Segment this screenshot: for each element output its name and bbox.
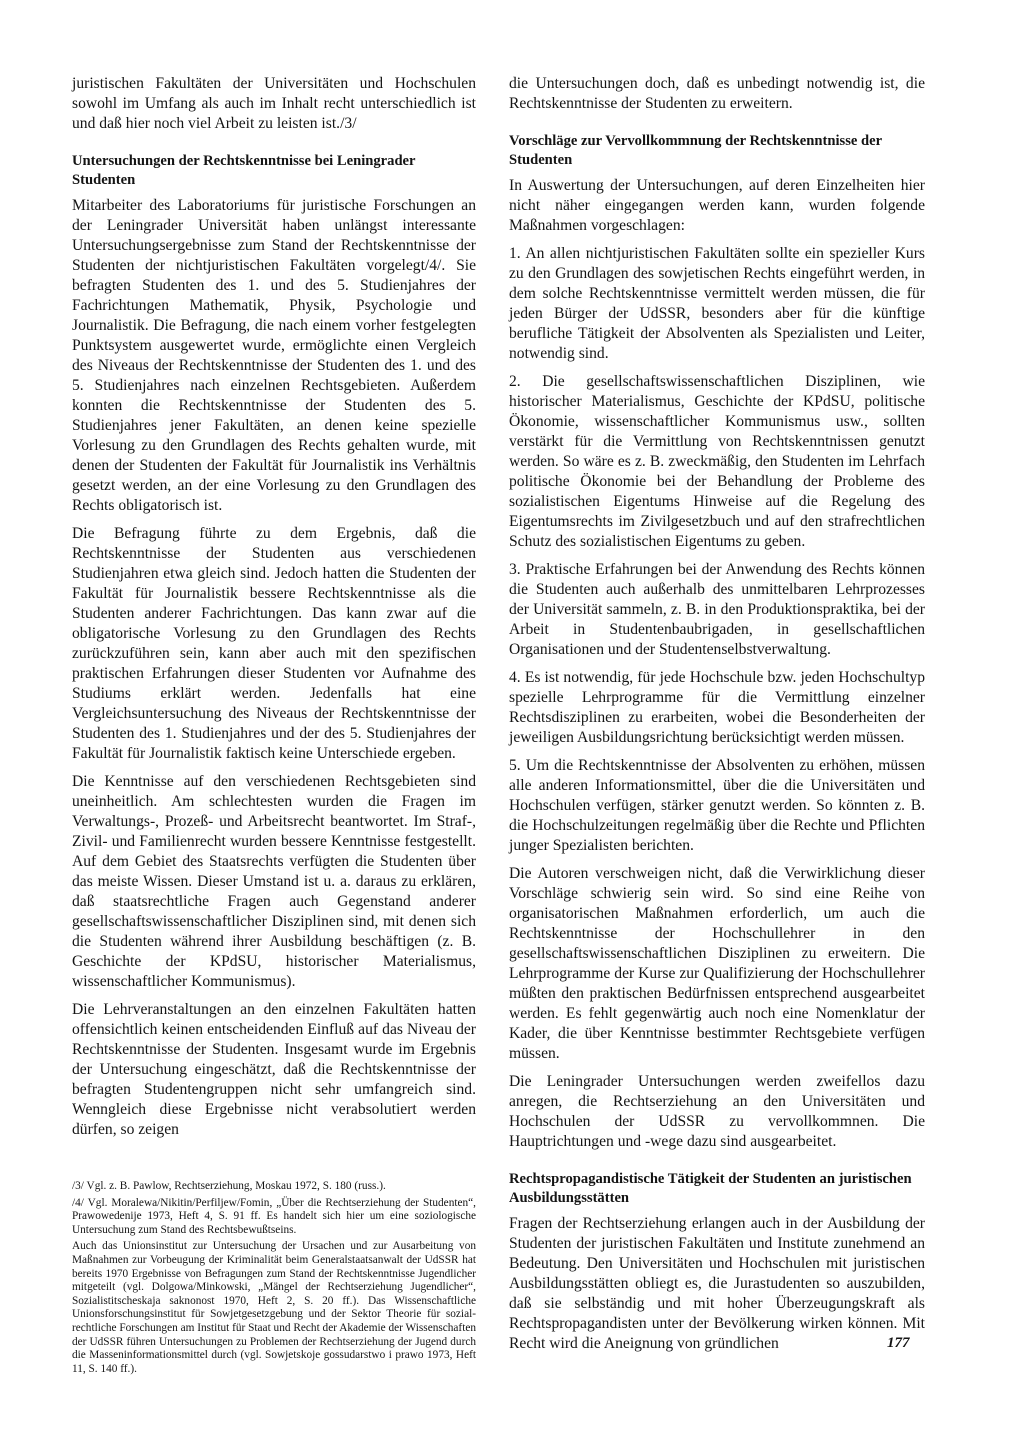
- paragraph: die Untersuchungen doch, daß es unbedingt notwendig ist, die Rechtskenntnisse der Studenten zu erweitern.: [509, 75, 925, 112]
- paragraph: Die Kenntnisse auf den verschiedenen Rechtsgebieten sind uneinheitlich. Am schlechtesten wurden die Fragen im Verwaltungs-, Prozeß- und Arbeitsrecht beantwortet. Im Straf-, Zivil- und Familienrecht wurden bessere Kenntnisse festgestellt. Auf dem Gebiet des Staatsrechts verfügten die Studenten über das meiste Wissen. Dieser Umstand ist u. a. daraus zu erklären, daß staatsrechtliche Fragen auch Gegenstand anderer gesellschaftswissenschaftlicher Disziplinen sind, mit denen sich die Studenten während ihrer Ausbildung beschäftigen (z. B. Geschichte der KPdSU, historischer Materialismus, wissenschaftlicher Kommunismus).: [72, 773, 476, 990]
- paragraph: In Auswertung der Untersuchungen, auf deren Einzelheiten hier nicht näher eingegangen werden kann, wurden folgende Maßnahmen vorgeschlagen:: [509, 177, 925, 234]
- footnote-4: /4/ Vgl. Moralewa/Nikitin/Perfiljew/Fomin, „Über die Rechtserziehung der Studenten“, Prawowedenije 1973, Heft 4, S. 91 ff. Es handelt sich hier um eine soziologische Untersuchung zum Stand des Rechtsbewußtseins.: [72, 1196, 476, 1236]
- footnote-3: /3/ Vgl. z. B. Pawlow, Rechtserziehung, Moskau 1972, S. 180 (russ.).: [72, 1180, 386, 1192]
- paragraph: juristischen Fakultäten der Universitäten und Hochschulen sowohl im Umfang als auch im Inhalt recht unterschiedlich ist und daß hier noch viel Arbeit zu leisten ist./3/: [72, 75, 476, 132]
- list-item: 2. Die gesellschaftswissenschaftlichen Disziplinen, wie historischer Materialismus, Geschichte der KPdSU, politische Ökonomie, wissenschaftlicher Kommunismus usw., sollten verstärkt für die Vermittlung von Rechtskenntnissen genutzt werden. So wäre es z. B. zweckmäßig, den Studenten im Lehrfach politische Ökonomie bei der Behandlung der Probleme des sozialistischen Eigentums Hinweise auf die Regelung des Eigentumsrechts im Zivilgesetzbuch und auf den strafrechtlichen Schutz des sozialistischen Eigentums zu geben.: [509, 373, 925, 550]
- list-item: 3. Praktische Erfahrungen bei der Anwendung des Rechts können die Studenten auch außerhalb des unmittelbaren Lehrprozesses der Universität sammeln, z. B. in den Produktionspraktika, bei der Arbeit in Studentenbaubrigaden, in gesellschaftlichen Organisationen und der Studentenselbstverwaltung.: [509, 561, 925, 658]
- paragraph: Die Autoren verschweigen nicht, daß die Verwirklichung dieser Vorschläge schwierig sein wird. So sind eine Reihe von organisatorischen Maßnahmen erforderlich, um auch die Rechtskenntnisse der Hochschullehrer in den gesellschaftswissenschaftlichen Disziplinen zu erweitern. Die Lehrprogramme der Kurse zur Qualifizierung der Hochschullehrer müßten den praktischen Bedürfnissen entsprechend ausgearbeitet werden. Es fehlt gegenwärtig auch noch eine Nomenklatur der Kader, die über Kenntnisse bestimmter Rechtsgebiete verfügen müssen.: [509, 865, 925, 1062]
- section-heading: Untersuchungen der Rechtskenntnisse bei Leningrader Studenten: [72, 153, 416, 188]
- list-item: 4. Es ist notwendig, für jede Hochschule bzw. jeden Hochschultyp spezielle Lehrprogramme für die Vermittlung einzelner Rechtsdisziplinen zu erarbeiten, wobei die Besonderheiten der jeweiligen Ausbildungsrichtung berücksichtigt werden müssen.: [509, 669, 925, 746]
- footnote-4-continued: Auch das Unionsinstitut zur Untersuchung der Ursachen und zur Ausarbeitung von Maßnahmen zur Vorbeugung der Kriminalität beim Generalstaatsanwalt der UdSSR hat bereits 1970 Ergebnisse von Befragungen zum Stand der Rechtskenntnisse Jugendlicher mitgeteilt (vgl. Dolgowa/Minkowski, „Mängel der Rechtserziehung Jugendlicher“, Sozialistitscheskaja saknonost 1970, Heft 2, S. 20 ff.). Das Wissenschaftliche Unionsforschungsinstitut für Sowjetgesetzgebung und der Sektor Theorie für sozial-rechtliche Forschungen am Institut für Staat und Recht der Akademie der Wissenschaften der UdSSR führen Untersuchungen zu Problemen der Rechtserziehung der Jugend durch die Masseninformationsmittel durch (vgl. Sowjetskoje gossudarstwo i prawo 1973, Heft 11, S. 140 ff.).: [72, 1240, 476, 1375]
- section-heading: Rechtspropagandistische Tätigkeit der Studenten an juristischen Ausbildungsstätten: [509, 1171, 912, 1206]
- paragraph: Die Leningrader Untersuchungen werden zweifellos dazu anregen, die Rechtserziehung an den Universitäten und Hochschulen der UdSSR zu vervollkommnen. Die Hauptrichtungen und -wege dazu sind ausgearbeitet.: [509, 1073, 925, 1150]
- paragraph: Fragen der Rechtserziehung erlangen auch in der Ausbildung der Studenten der juristischen Fakultäten und Institute zunehmend an Bedeutung. Den Universitäten und Hochschulen mit juristischen Ausbildungsstätten obliegt es, die Jurastudenten so auszubilden, daß sie selbständig und mit hoher Überzeugungskraft als Rechtspropagandisten unter der Bevölkerung wirken können. Mit Recht wird die Aneignung von gründlichen: [509, 1215, 925, 1352]
- footnotes: [72, 1180, 476, 1376]
- left-column: [72, 74, 476, 1379]
- paragraph: Mitarbeiter des Laboratoriums für juristische Forschungen an der Leningrader Universität haben unlängst interessante Untersuchungsergebnisse zum Stand der Rechtskenntnisse der Studenten der nichtjuristischen Fakultäten vorgelegt/4/. Sie befragten Studenten des 1. und des 5. Studienjahres der Fachrichtungen Mathematik, Physik, Psychologie und Journalistik. Die Befragung, die nach einem vorher festgelegten Punktsystem ausgewertet wurde, ermöglichte einen Vergleich des Niveaus der Rechtskenntnisse der Studenten des 1. und des 5. Studienjahres nach einzelnen Rechtsgebieten. Außerdem konnten die Rechtskenntnisse der Studenten des 5. Studienjahres jener Fakultäten, an denen keine spezielle Vorlesung zu den Grundlagen des Rechts gehalten wurde, mit denen der Studenten der Fakultät für Journalistik ins Verhältnis gesetzt werden, an der eine Vorlesung zu den Grundlagen des Rechts obligatorisch ist.: [72, 197, 476, 514]
- paragraph: Die Befragung führte zu dem Ergebnis, daß die Rechtskenntnisse der Studenten aus verschiedenen Studienjahren etwa gleich sind. Jedoch hatten die Studenten der Fakultät für Journalistik bessere Rechtskenntnisse als die Studenten anderer Fachrichtungen. Das kann zwar auf die obligatorische Vorlesung zu den Grundlagen des Rechts zurückzuführen sein, kann aber auch mit den spezifischen praktischen Erfahrungen dieser Studenten vor Aufnahme des Studiums erklärt werden. Jedenfalls hat eine Vergleichsuntersuchung des Niveaus der Rechtskenntnisse der Studenten des 1. Studienjahres und der des 5. Studienjahres der Fakultät für Journalistik faktisch keine Unterschiede ergeben.: [72, 525, 476, 762]
- right-column: [509, 74, 925, 1362]
- list-item: 5. Um die Rechtskenntnisse der Absolventen zu erhöhen, müssen alle anderen Informationsmittel, über die die Universitäten und Hochschulen verfügen, stärker genutzt werden. So könnten z. B. die Hochschulzeitungen regelmäßig über die Rechte und Pflichten junger Spezialisten berichten.: [509, 757, 925, 854]
- section-heading: Vorschläge zur Vervollkommnung der Rechtskenntnisse der Studenten: [509, 133, 882, 168]
- paragraph: Die Lehrveranstaltungen an den einzelnen Fakultäten hatten offensichtlich keinen entscheidenden Einfluß auf das Niveau der Rechtskenntnisse der Studenten. Insgesamt wurde im Ergebnis der Untersuchung eingeschätzt, daß die Rechtskenntnisse der befragten Studentengruppen nicht sehr umfangreich sind. Wenngleich diese Ergebnisse nicht verabsolutiert werden dürfen, so zeigen: [72, 1001, 476, 1138]
- list-item: 1. An allen nichtjuristischen Fakultäten sollte ein spezieller Kurs zu den Grundlagen des sowjetischen Rechts eingeführt werden, in dem solche Rechtskenntnisse vermittelt werden müssen, die für jeden Bürger der UdSSR, besonders aber für die künftige berufliche Tätigkeit der Absolventen als Spezialisten und Leiter, notwendig sind.: [509, 245, 925, 362]
- page-number: 177: [887, 1335, 910, 1351]
